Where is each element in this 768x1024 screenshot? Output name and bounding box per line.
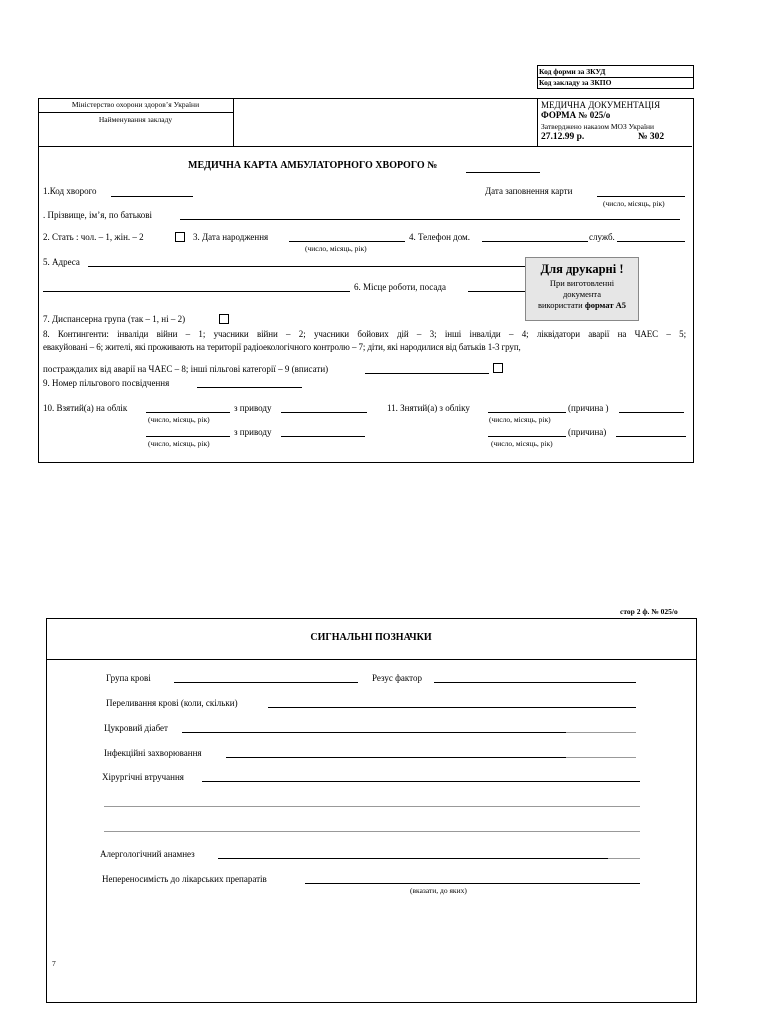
registered-date-field[interactable]	[146, 412, 230, 413]
address-field[interactable]	[88, 266, 528, 267]
contingents-line-1: 8. Контингенти: інваліди війни – 1; учасники війни – 2; учасники бойових дій – 3; інші інваліди – 4; ліквідатори аварії на ЧАЕС – 5;	[43, 329, 686, 339]
printer-note	[525, 257, 639, 321]
signal-marks-title: СИГНАЛЬНІ ПОЗНАЧКИ	[310, 632, 432, 643]
rhesus-field[interactable]	[434, 682, 636, 683]
zkud-label: Код форми за ЗКУД	[539, 67, 606, 76]
printer-line-3: використати	[537, 300, 583, 310]
surgery-label: Хірургічні втручання	[102, 772, 184, 782]
doc-info-cell	[538, 98, 692, 147]
registered-date-field-2[interactable]	[146, 436, 230, 437]
form-number: ФОРМА № 025/о	[541, 110, 611, 120]
page-number: 7	[52, 959, 56, 968]
full-name-field[interactable]	[180, 219, 680, 220]
blood-group-label: Група крові	[106, 673, 151, 683]
ministry-cell	[38, 98, 234, 147]
deregistered-date-field-2[interactable]	[488, 436, 566, 437]
registered-date-hint: (число, місяць, рік)	[148, 415, 210, 424]
fill-date-hint: (число, місяць, рік)	[603, 199, 665, 208]
fill-date-label: Дата заповнення карти	[485, 186, 573, 196]
deregistered-reason-field-2[interactable]	[616, 436, 686, 437]
dispensary-checkbox[interactable]	[219, 314, 229, 324]
rhesus-label: Резус фактор	[372, 673, 422, 683]
infections-label: Інфекційні захворювання	[104, 748, 202, 758]
birth-date-hint: (число, місяць, рік)	[305, 244, 367, 253]
benefit-id-field[interactable]	[197, 387, 302, 388]
card-title: МЕДИЧНА КАРТА АМБУЛАТОРНОГО ХВОРОГО №	[188, 160, 438, 171]
approval-date: 27.12.99 р.	[541, 132, 585, 142]
birth-date-label: 3. Дата народження	[193, 232, 269, 242]
patient-code-field[interactable]	[111, 196, 193, 197]
workplace-label: 6. Місце роботи, посада	[354, 282, 446, 292]
transfusion-field[interactable]	[268, 707, 636, 708]
fill-date-field[interactable]	[597, 196, 685, 197]
sex-checkbox[interactable]	[175, 232, 185, 242]
infections-field[interactable]	[226, 757, 566, 758]
full-name-label: . Прізвище, ім’я, по батькові	[43, 210, 152, 220]
printer-line-1: При виготовленні	[549, 278, 615, 288]
work-phone-label: служб.	[589, 232, 615, 242]
diabetes-field[interactable]	[182, 732, 566, 733]
diabetes-label: Цукровий діабет	[104, 723, 168, 733]
address-label: 5. Адреса	[43, 257, 80, 267]
surgery-field[interactable]	[202, 781, 640, 782]
home-phone-label: 4. Телефон дом.	[409, 232, 470, 242]
work-phone-field[interactable]	[617, 241, 685, 242]
registered-reason-label-2: з приводу	[234, 427, 272, 437]
deregistered-reason-field[interactable]	[619, 412, 684, 413]
ministry-label: Міністерство охорони здоров’я України	[71, 100, 200, 109]
institution-label: Найменування закладу	[98, 115, 173, 124]
sex-label: 2. Стать : чол. – 1, жін. – 2	[43, 232, 144, 242]
registered-reason-field[interactable]	[281, 412, 367, 413]
deregistered-reason-label-2: (причина)	[568, 427, 607, 437]
dispensary-label: 7. Диспансерна група (так – 1, ні – 2)	[43, 314, 186, 324]
blood-group-field[interactable]	[174, 682, 358, 683]
institution-name-field[interactable]	[234, 98, 538, 147]
birth-date-field[interactable]	[289, 241, 405, 242]
contingents-line-2: евакуйовані – 6; жителі, які проживають на території радіоекологічного контролю – 7; діти, які народилися від батьків 1-3 груп,	[43, 342, 521, 352]
contingents-line-3: постраждалих від аварії на ЧАЕС – 8; інші пільгові категорії – 9 (вписати)	[43, 364, 329, 374]
benefit-id-label: 9. Номер пільгового посвідчення	[43, 378, 170, 388]
allergy-field[interactable]	[218, 858, 608, 859]
deregistered-date-field[interactable]	[488, 412, 566, 413]
card-number-field[interactable]	[466, 172, 540, 173]
printer-title: Для друкарні !	[540, 262, 624, 276]
contingents-other-field[interactable]	[365, 373, 489, 374]
contingents-checkbox[interactable]	[493, 363, 503, 373]
surgery-field-2[interactable]	[104, 806, 640, 807]
intolerance-field[interactable]	[305, 883, 640, 884]
transfusion-label: Переливання крові (коли, скільки)	[106, 698, 238, 708]
registered-reason-label: з приводу	[234, 403, 272, 413]
printer-line-2: документа	[562, 289, 601, 299]
intolerance-label: Непереносимість до лікарських препаратів	[102, 874, 267, 884]
deregistered-date-hint-2: (число, місяць, рік)	[491, 439, 553, 448]
approved-label: Затверджено наказом МОЗ України	[541, 122, 655, 131]
allergy-label: Алергологічний анамнез	[100, 849, 195, 859]
medical-doc-label: МЕДИЧНА ДОКУМЕНТАЦІЯ	[541, 100, 661, 110]
contingents-block	[43, 328, 686, 354]
deregistered-label: 11. Знятий(а) з обліку	[387, 403, 470, 413]
approval-number: № 302	[638, 132, 665, 142]
patient-code-label: 1.Код хворого	[43, 186, 97, 196]
intolerance-hint: (вказати, до яких)	[410, 886, 467, 895]
zkpo-label: Код закладу за ЗКПО	[539, 78, 612, 87]
home-phone-field[interactable]	[482, 241, 588, 242]
surgery-field-3[interactable]	[104, 831, 640, 832]
address-field-2[interactable]	[43, 291, 350, 292]
page-2-label: стор 2 ф. № 025/о	[620, 607, 678, 616]
registered-reason-field-2[interactable]	[281, 436, 365, 437]
registered-date-hint-2: (число, місяць, рік)	[148, 439, 210, 448]
deregistered-date-hint: (число, місяць, рік)	[489, 415, 551, 424]
workplace-field[interactable]	[468, 291, 528, 292]
registered-label: 10. Взятий(а) на облік	[43, 403, 128, 413]
codes-box	[537, 65, 694, 89]
printer-format: формат А5	[584, 300, 627, 310]
deregistered-reason-label: (причина )	[568, 403, 609, 413]
